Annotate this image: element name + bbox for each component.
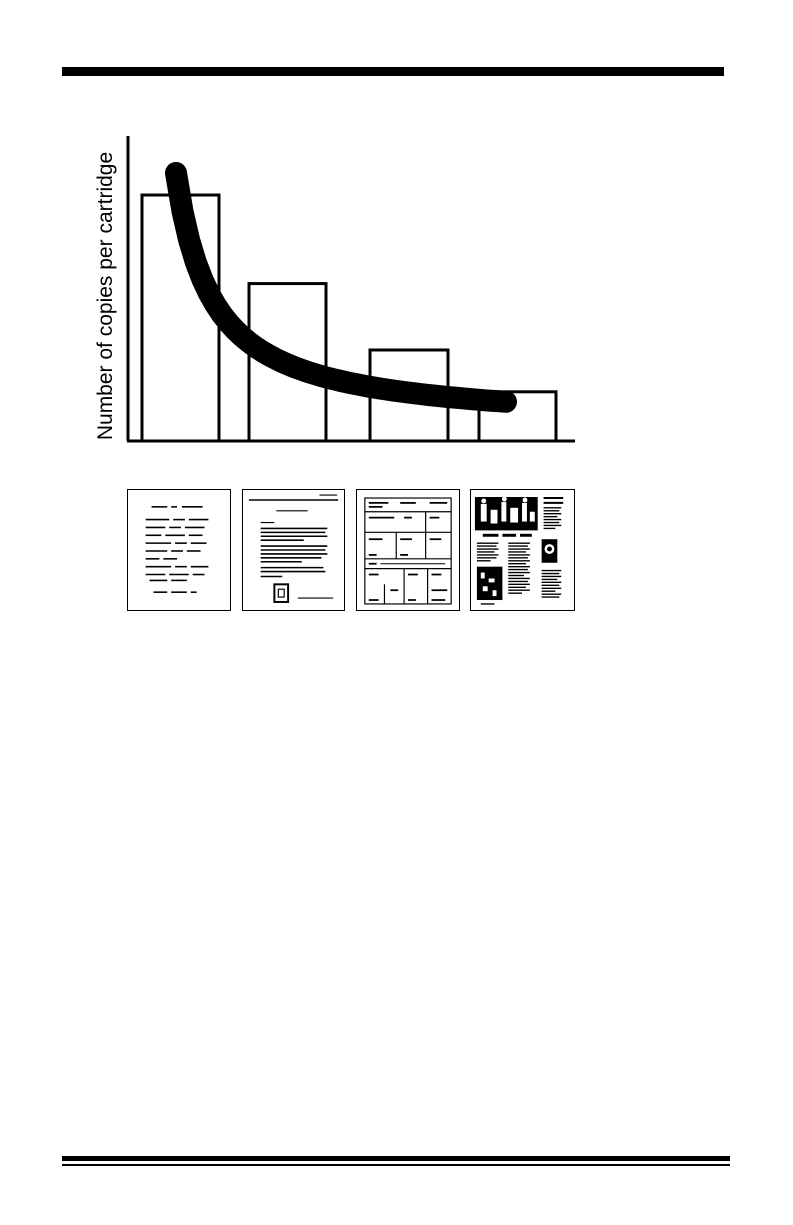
sparse-text-page-drawing [128,490,230,610]
form-page-drawing [357,490,459,610]
footer-rule-thin [62,1164,730,1166]
trend-curve [176,173,506,402]
letter-page-icon [242,489,345,611]
newsletter-page-drawing [471,490,574,610]
sparse-text-page-icon [127,489,231,611]
footer-rule-thick [62,1156,730,1161]
copies-chart [0,0,793,470]
form-page-icon [356,489,460,611]
y-axis-label: Number of copies per cartridge [94,151,117,441]
letter-page-drawing [243,490,344,610]
newsletter-page-icon [470,489,575,611]
